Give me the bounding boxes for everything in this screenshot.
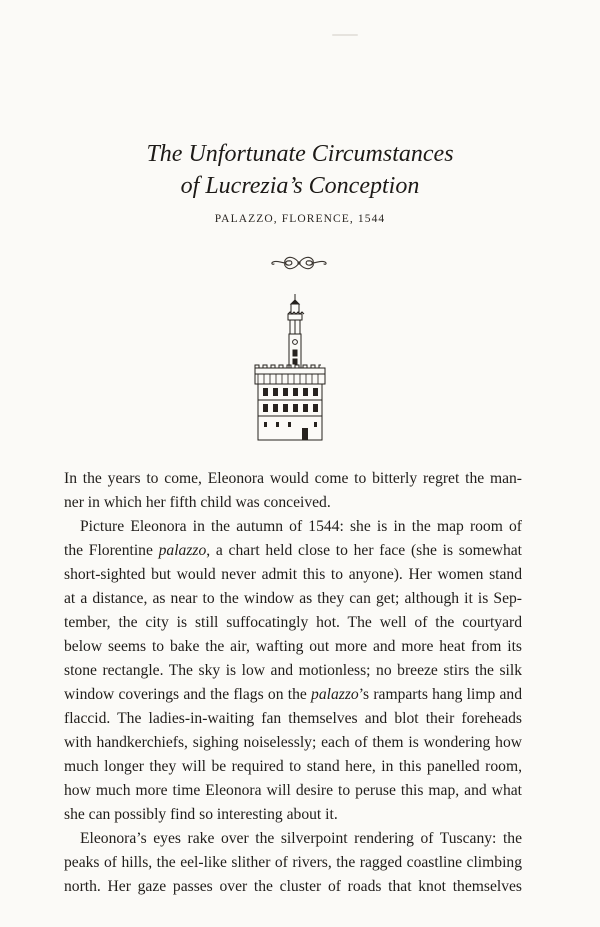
italic-term: palazzo: [158, 542, 207, 559]
text-line: she can possibly find so interesting about it.: [64, 806, 338, 823]
text-line: with handkerchiefs, sighing noiselessly; each of them is wondering how: [64, 734, 522, 751]
text-line: stone rectangle. The sky is low and motionless; no breeze stirs the silk: [64, 662, 522, 679]
text-segment: ’s ramparts hang limp and: [358, 686, 522, 703]
text-line: Eleonora’s eyes rake over the silverpoint rendering of Tuscany: the: [80, 830, 522, 847]
text-line: [64, 683, 522, 707]
text-line: how much more time Eleonora will desire to peruse this map, and what: [64, 782, 522, 799]
text-segment: , a chart held close to her face (she is somewhat: [206, 542, 522, 559]
text-line: In the years to come, Eleonora would come to bitterly regret the man-: [64, 470, 522, 487]
text-line: [64, 539, 522, 563]
text-line: flaccid. The ladies-in-waiting fan themselves and blot their foreheads: [64, 710, 522, 727]
text-line: below seems to bake the air, wafting out more and more heat from its: [64, 638, 522, 655]
text-line: short-sighted but would never admit this to anyone). Her women stand: [64, 566, 522, 583]
text-line: at a distance, as near to the window as they can get; although it is Sep-: [64, 590, 522, 607]
text-line: Picture Eleonora in the autumn of 1544: she is in the map room of: [80, 518, 522, 535]
italic-term: palazzo: [311, 686, 359, 703]
chapter-title-line-2: of Lucrezia’s Conception: [180, 173, 420, 199]
text-line: much longer they will be required to stand here, in this panelled room,: [64, 758, 522, 775]
text-segment: window coverings and the flags on the: [64, 686, 312, 703]
chapter-location-date: PALAZZO, FLORENCE, 1544: [214, 213, 386, 225]
chapter-title-line-1: The Unfortunate Circumstances: [146, 141, 454, 167]
text-line: tember, the city is still suffocatingly hot. The well of the courtyard: [64, 614, 522, 631]
text-segment: the Florentine: [64, 542, 159, 559]
text-line: ner in which her fifth child was conceived.: [64, 494, 331, 511]
text-line: peaks of hills, the eel-like slither of rivers, the ragged coastline climbing: [64, 854, 522, 871]
text-line: north. Her gaze passes over the cluster of roads that knot themselves: [64, 878, 522, 895]
